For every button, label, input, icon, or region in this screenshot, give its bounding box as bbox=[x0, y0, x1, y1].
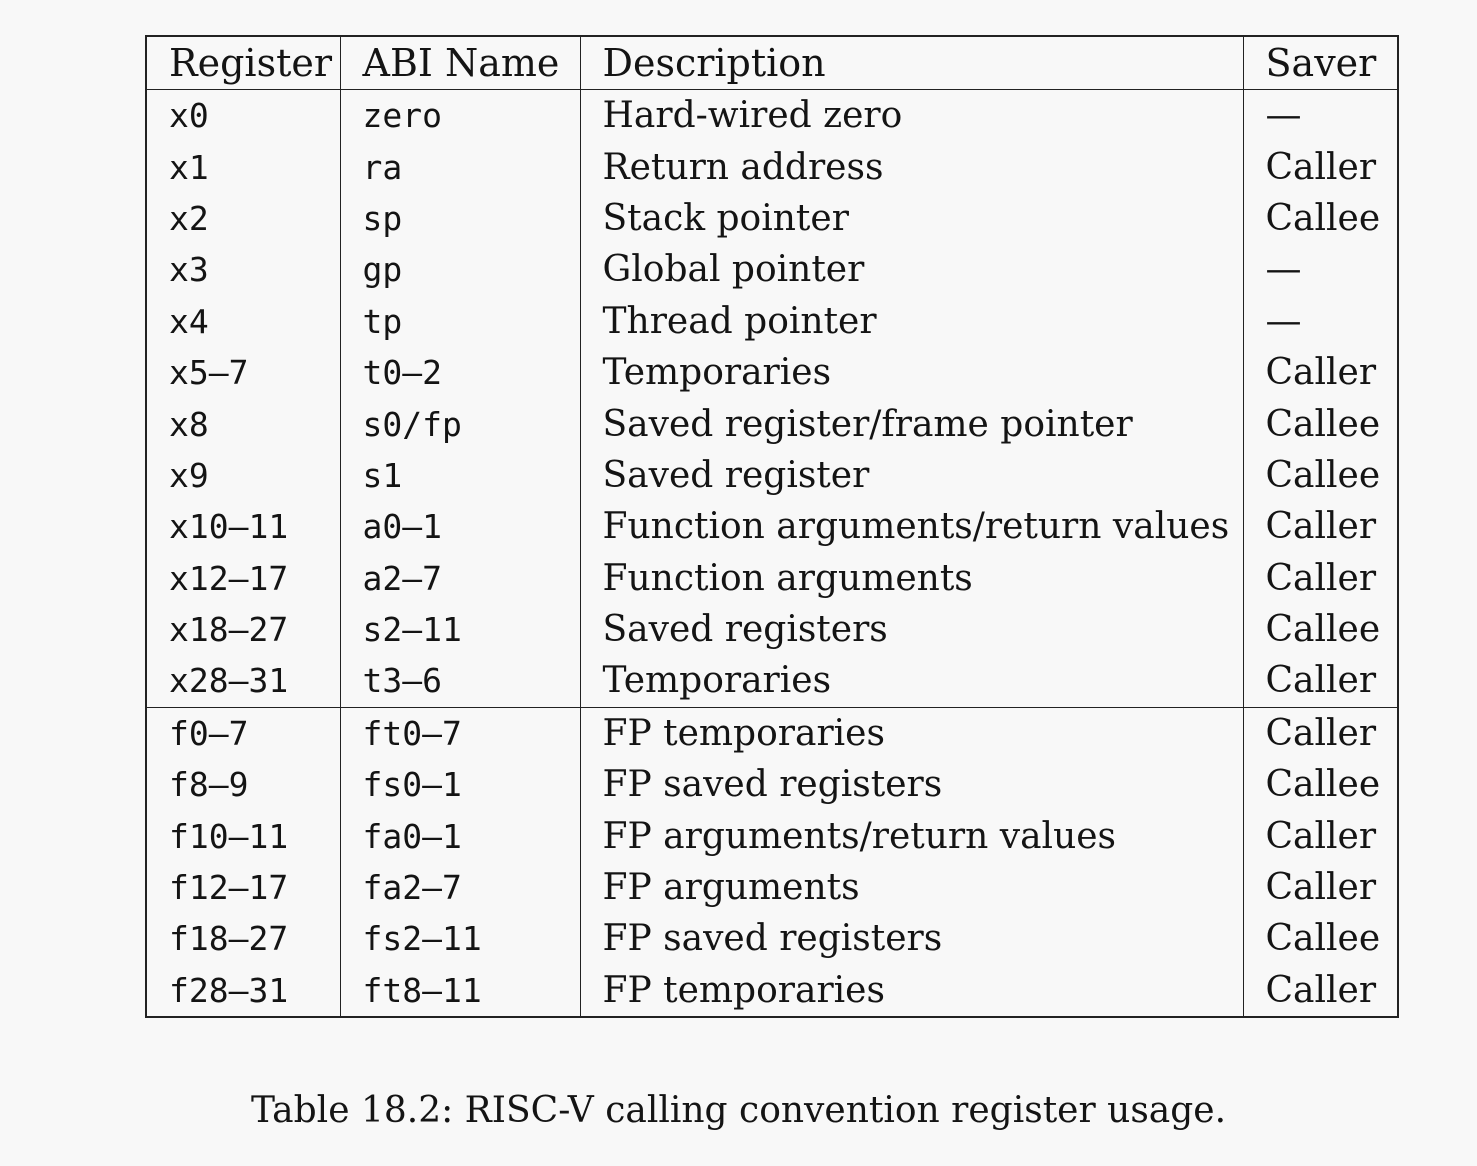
abi-name-cell: t0–2 bbox=[340, 347, 580, 398]
description-cell: Function arguments bbox=[580, 553, 1243, 604]
saver-cell: Callee bbox=[1243, 450, 1398, 501]
saver-cell: — bbox=[1243, 90, 1398, 142]
table-row bbox=[146, 90, 1398, 142]
table-row bbox=[146, 193, 1398, 244]
table-header-row bbox=[146, 36, 1398, 90]
register-cell: x0 bbox=[146, 90, 340, 142]
abi-name-cell: ft8–11 bbox=[340, 965, 580, 1017]
register-cell: f18–27 bbox=[146, 913, 340, 964]
table-caption: Table 18.2: RISC-V calling convention register usage. bbox=[250, 1090, 1227, 1131]
table-row bbox=[146, 501, 1398, 552]
abi-name-cell: a0–1 bbox=[340, 501, 580, 552]
saver-cell: Caller bbox=[1243, 501, 1398, 552]
table-row bbox=[146, 244, 1398, 295]
register-cell: f8–9 bbox=[146, 759, 340, 810]
description-cell: FP saved registers bbox=[580, 913, 1243, 964]
saver-cell: Caller bbox=[1243, 141, 1398, 192]
table-row bbox=[146, 347, 1398, 398]
saver-cell: Caller bbox=[1243, 862, 1398, 913]
saver-cell: Caller bbox=[1243, 707, 1398, 759]
saver-cell: Caller bbox=[1243, 655, 1398, 707]
register-cell: x1 bbox=[146, 141, 340, 192]
header-description: Description bbox=[580, 36, 1243, 90]
register-cell: x4 bbox=[146, 296, 340, 347]
saver-cell: — bbox=[1243, 296, 1398, 347]
abi-name-cell: ra bbox=[340, 141, 580, 192]
abi-name-cell: fa2–7 bbox=[340, 862, 580, 913]
abi-name-cell: s2–11 bbox=[340, 604, 580, 655]
table-row bbox=[146, 862, 1398, 913]
saver-cell: Callee bbox=[1243, 193, 1398, 244]
saver-cell: — bbox=[1243, 244, 1398, 295]
abi-name-cell: tp bbox=[340, 296, 580, 347]
description-cell: Function arguments/return values bbox=[580, 501, 1243, 552]
abi-name-cell: fa0–1 bbox=[340, 810, 580, 861]
saver-cell: Caller bbox=[1243, 347, 1398, 398]
abi-name-cell: fs0–1 bbox=[340, 759, 580, 810]
table-row bbox=[146, 913, 1398, 964]
register-cell: x12–17 bbox=[146, 553, 340, 604]
saver-cell: Callee bbox=[1243, 913, 1398, 964]
table-row bbox=[146, 398, 1398, 449]
table-row bbox=[146, 553, 1398, 604]
description-cell: FP saved registers bbox=[580, 759, 1243, 810]
abi-name-cell: fs2–11 bbox=[340, 913, 580, 964]
description-cell: Saved register/frame pointer bbox=[580, 398, 1243, 449]
register-usage-table bbox=[145, 35, 1399, 1018]
abi-name-cell: gp bbox=[340, 244, 580, 295]
table-row bbox=[146, 655, 1398, 707]
abi-name-cell: s0/fp bbox=[340, 398, 580, 449]
saver-cell: Caller bbox=[1243, 810, 1398, 861]
table-row bbox=[146, 965, 1398, 1017]
header-saver: Saver bbox=[1243, 36, 1398, 90]
table-row bbox=[146, 296, 1398, 347]
saver-cell: Caller bbox=[1243, 965, 1398, 1017]
description-cell: Stack pointer bbox=[580, 193, 1243, 244]
register-cell: f0–7 bbox=[146, 707, 340, 759]
description-cell: Saved register bbox=[580, 450, 1243, 501]
description-cell: FP temporaries bbox=[580, 965, 1243, 1017]
header-register: Register bbox=[146, 36, 340, 90]
register-cell: f12–17 bbox=[146, 862, 340, 913]
description-cell: FP arguments/return values bbox=[580, 810, 1243, 861]
register-cell: x2 bbox=[146, 193, 340, 244]
register-cell: f28–31 bbox=[146, 965, 340, 1017]
saver-cell: Callee bbox=[1243, 759, 1398, 810]
table-row bbox=[146, 141, 1398, 192]
register-cell: x18–27 bbox=[146, 604, 340, 655]
description-cell: Saved registers bbox=[580, 604, 1243, 655]
description-cell: FP temporaries bbox=[580, 707, 1243, 759]
register-cell: x28–31 bbox=[146, 655, 340, 707]
table-row bbox=[146, 604, 1398, 655]
abi-name-cell: a2–7 bbox=[340, 553, 580, 604]
abi-name-cell: ft0–7 bbox=[340, 707, 580, 759]
register-cell: x5–7 bbox=[146, 347, 340, 398]
register-cell: f10–11 bbox=[146, 810, 340, 861]
header-abi-name: ABI Name bbox=[340, 36, 580, 90]
description-cell: Thread pointer bbox=[580, 296, 1243, 347]
register-cell: x3 bbox=[146, 244, 340, 295]
description-cell: Hard-wired zero bbox=[580, 90, 1243, 142]
description-cell: Global pointer bbox=[580, 244, 1243, 295]
register-cell: x8 bbox=[146, 398, 340, 449]
description-cell: FP arguments bbox=[580, 862, 1243, 913]
register-cell: x10–11 bbox=[146, 501, 340, 552]
saver-cell: Callee bbox=[1243, 398, 1398, 449]
register-cell: x9 bbox=[146, 450, 340, 501]
table-row bbox=[146, 450, 1398, 501]
table-row bbox=[146, 707, 1398, 759]
description-cell: Return address bbox=[580, 141, 1243, 192]
description-cell: Temporaries bbox=[580, 347, 1243, 398]
table-body bbox=[146, 90, 1398, 1018]
table-row bbox=[146, 810, 1398, 861]
description-cell: Temporaries bbox=[580, 655, 1243, 707]
saver-cell: Callee bbox=[1243, 604, 1398, 655]
table-row bbox=[146, 759, 1398, 810]
abi-name-cell: s1 bbox=[340, 450, 580, 501]
abi-name-cell: zero bbox=[340, 90, 580, 142]
abi-name-cell: t3–6 bbox=[340, 655, 580, 707]
abi-name-cell: sp bbox=[340, 193, 580, 244]
saver-cell: Caller bbox=[1243, 553, 1398, 604]
